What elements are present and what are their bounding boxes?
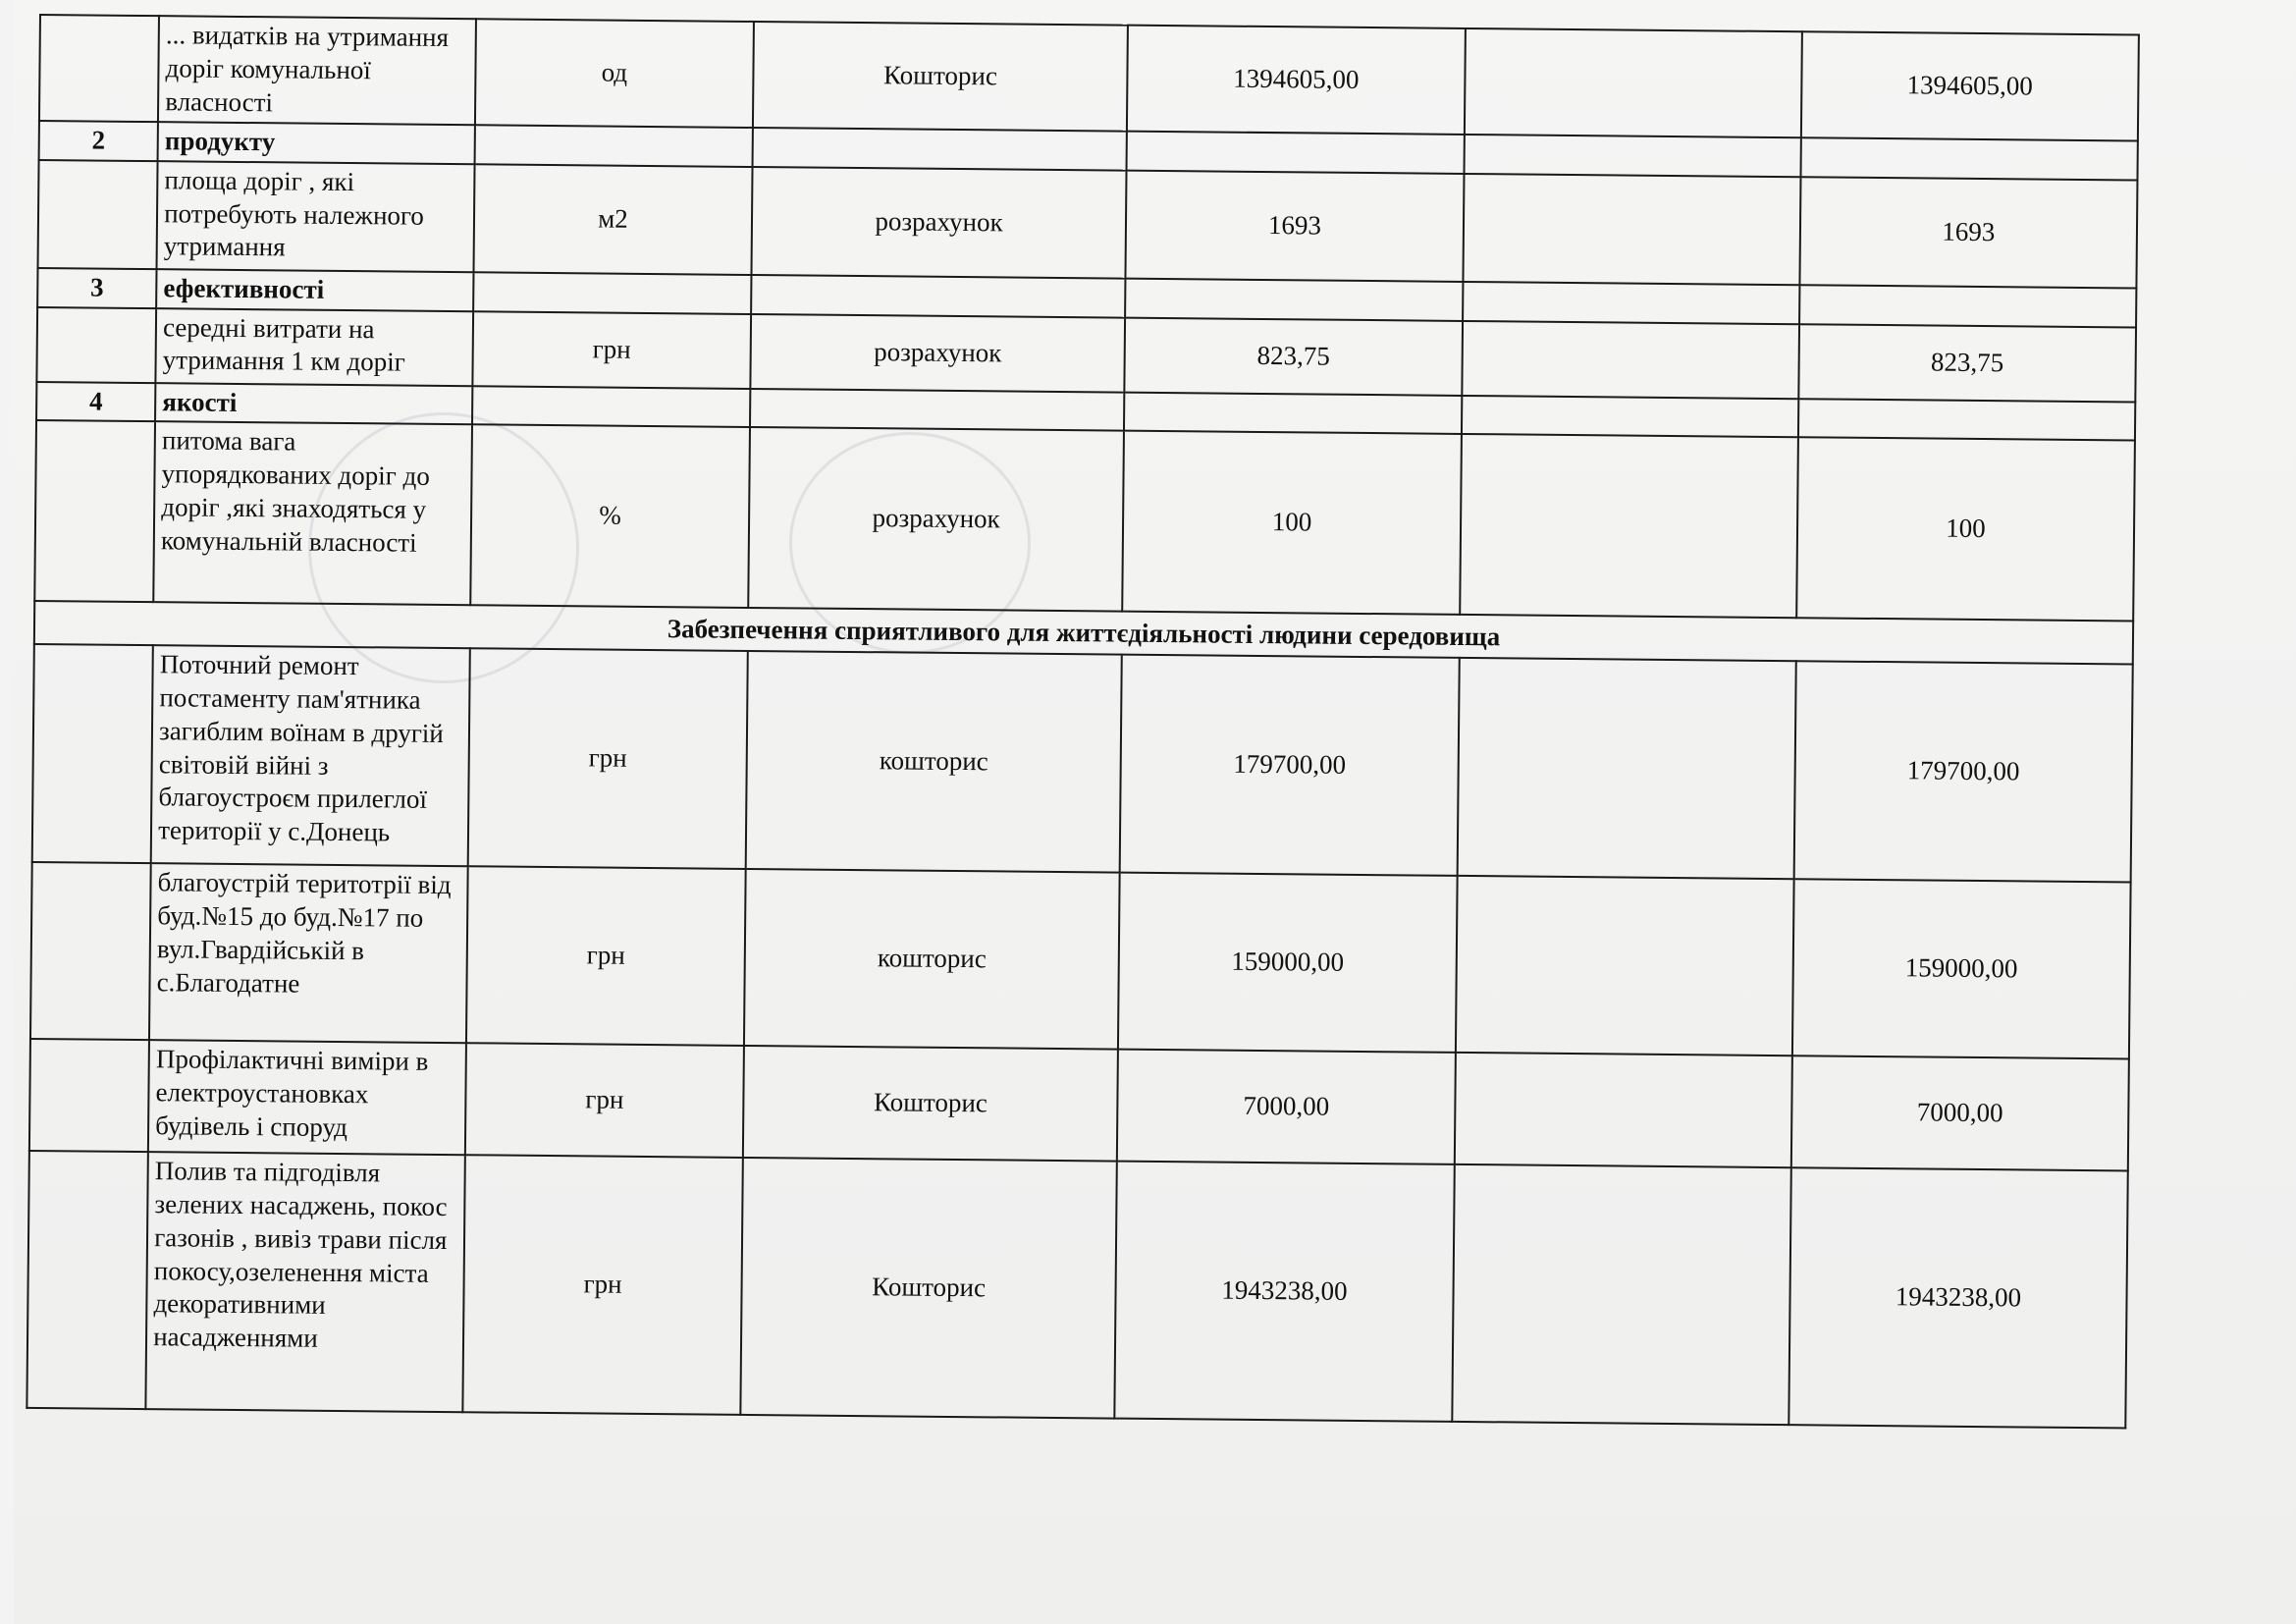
- empty-cell: [472, 386, 750, 427]
- table-row: [30, 862, 2131, 1059]
- empty-cell: [1125, 278, 1463, 320]
- row-number: [38, 160, 158, 269]
- table-row: [29, 1039, 2129, 1171]
- special-fund-cell: [1464, 28, 1801, 137]
- empty-cell: [475, 125, 753, 166]
- total-cell: 100: [1796, 437, 2135, 621]
- row-number: [39, 15, 159, 122]
- special-fund-cell: [1463, 174, 1800, 285]
- source-cell: розрахунок: [751, 167, 1127, 279]
- table-row: [39, 15, 2139, 141]
- total-cell: 1693: [1799, 177, 2137, 288]
- special-fund-cell: [1457, 658, 1795, 879]
- unit-cell: грн: [466, 866, 745, 1046]
- special-fund-cell: [1452, 1164, 1791, 1425]
- empty-cell: [752, 128, 1127, 170]
- table-row: [34, 420, 2135, 622]
- general-fund-cell: 1943238,00: [1115, 1162, 1455, 1422]
- row-number: [34, 420, 155, 602]
- unit-cell: грн: [462, 1155, 742, 1415]
- special-fund-cell: [1454, 1053, 1791, 1167]
- paper-sheet: [14, 0, 2296, 1624]
- unit-cell: грн: [465, 1043, 744, 1158]
- row-number: 3: [37, 268, 157, 308]
- special-fund-cell: [1462, 320, 1799, 398]
- row-number: [27, 1151, 148, 1409]
- row-number: [32, 644, 153, 863]
- empty-cell: [1462, 395, 1799, 437]
- empty-cell: [750, 388, 1125, 430]
- total-cell: 823,75: [1798, 324, 2136, 402]
- indicator-name: середні витрати на утримання 1 км доріг: [156, 308, 474, 386]
- row-number: [36, 306, 156, 382]
- indicator-name: Профілактичні виміри в електроустановках будівель і споруд: [148, 1040, 466, 1155]
- empty-cell: [1464, 135, 1801, 177]
- table-row: [38, 160, 2138, 289]
- indicator-name: Поточний ремонт постаменту пам'ятника загиблим воїнам в другій світовій війні з благоустроєм прилеглої території у с.Донець: [151, 645, 470, 866]
- row-number: [30, 862, 151, 1040]
- indicator-name: питома вага упорядкованих доріг до доріг ,які знаходяться у комунальній власності: [153, 421, 472, 605]
- empty-cell: [1800, 137, 2138, 180]
- group-heading: продукту: [158, 122, 475, 164]
- general-fund-cell: 1693: [1126, 170, 1464, 281]
- total-cell: 179700,00: [1793, 661, 2132, 882]
- empty-cell: [473, 272, 751, 313]
- table-row: [32, 644, 2133, 883]
- total-cell: 159000,00: [1792, 879, 2131, 1058]
- special-fund-cell: [1455, 876, 1793, 1056]
- table-row: [27, 1151, 2127, 1429]
- row-number: 2: [39, 121, 159, 161]
- indicator-name: площа доріг , які потребують належного утримання: [157, 161, 475, 272]
- general-fund-cell: 179700,00: [1120, 655, 1459, 876]
- unit-cell: грн: [468, 648, 748, 869]
- section-heading: Забезпечення сприятливого для життєдіяльності людини середовища: [34, 601, 2133, 665]
- indicator-name: ... видатків на утримання доріг комунальної власності: [158, 16, 476, 125]
- group-heading: ефективності: [156, 269, 473, 311]
- source-cell: кошторис: [744, 869, 1120, 1050]
- empty-cell: [751, 275, 1126, 317]
- indicators-table: [26, 14, 2140, 1430]
- group-heading: якості: [155, 383, 472, 425]
- general-fund-cell: 159000,00: [1118, 873, 1457, 1053]
- unit-cell: грн: [473, 311, 751, 389]
- indicator-name: благоустрій теритотрії від буд.№15 до буд.№17 по вул.Гвардійській в с.Благодатне: [149, 863, 468, 1043]
- general-fund-cell: 7000,00: [1117, 1050, 1455, 1164]
- empty-cell: [1127, 132, 1465, 174]
- general-fund-cell: 1394605,00: [1127, 26, 1465, 135]
- total-cell: 1943238,00: [1789, 1167, 2128, 1428]
- empty-cell: [1124, 392, 1462, 434]
- unit-cell: м2: [474, 164, 753, 275]
- total-cell: 1394605,00: [1801, 31, 2139, 140]
- total-cell: 7000,00: [1791, 1056, 2129, 1170]
- general-fund-cell: 100: [1123, 431, 1462, 615]
- general-fund-cell: 823,75: [1125, 317, 1463, 395]
- source-cell: Кошторис: [740, 1158, 1117, 1419]
- unit-cell: од: [475, 19, 754, 128]
- special-fund-cell: [1460, 434, 1798, 618]
- indicator-name: Полив та підгодівля зелених насаджень, покос газонів , вивіз трави після покосу,озеленення міста декоративними насадженнями: [145, 1152, 465, 1412]
- empty-cell: [1799, 285, 2137, 327]
- source-cell: розрахунок: [750, 313, 1125, 392]
- source-cell: Кошторис: [743, 1046, 1119, 1162]
- row-number: 4: [36, 381, 156, 421]
- source-cell: розрахунок: [748, 427, 1124, 612]
- empty-cell: [1798, 399, 2136, 441]
- empty-cell: [1463, 282, 1800, 324]
- unit-cell: %: [470, 425, 749, 609]
- source-cell: кошторис: [745, 651, 1122, 873]
- source-cell: Кошторис: [753, 22, 1129, 132]
- row-number: [29, 1039, 149, 1152]
